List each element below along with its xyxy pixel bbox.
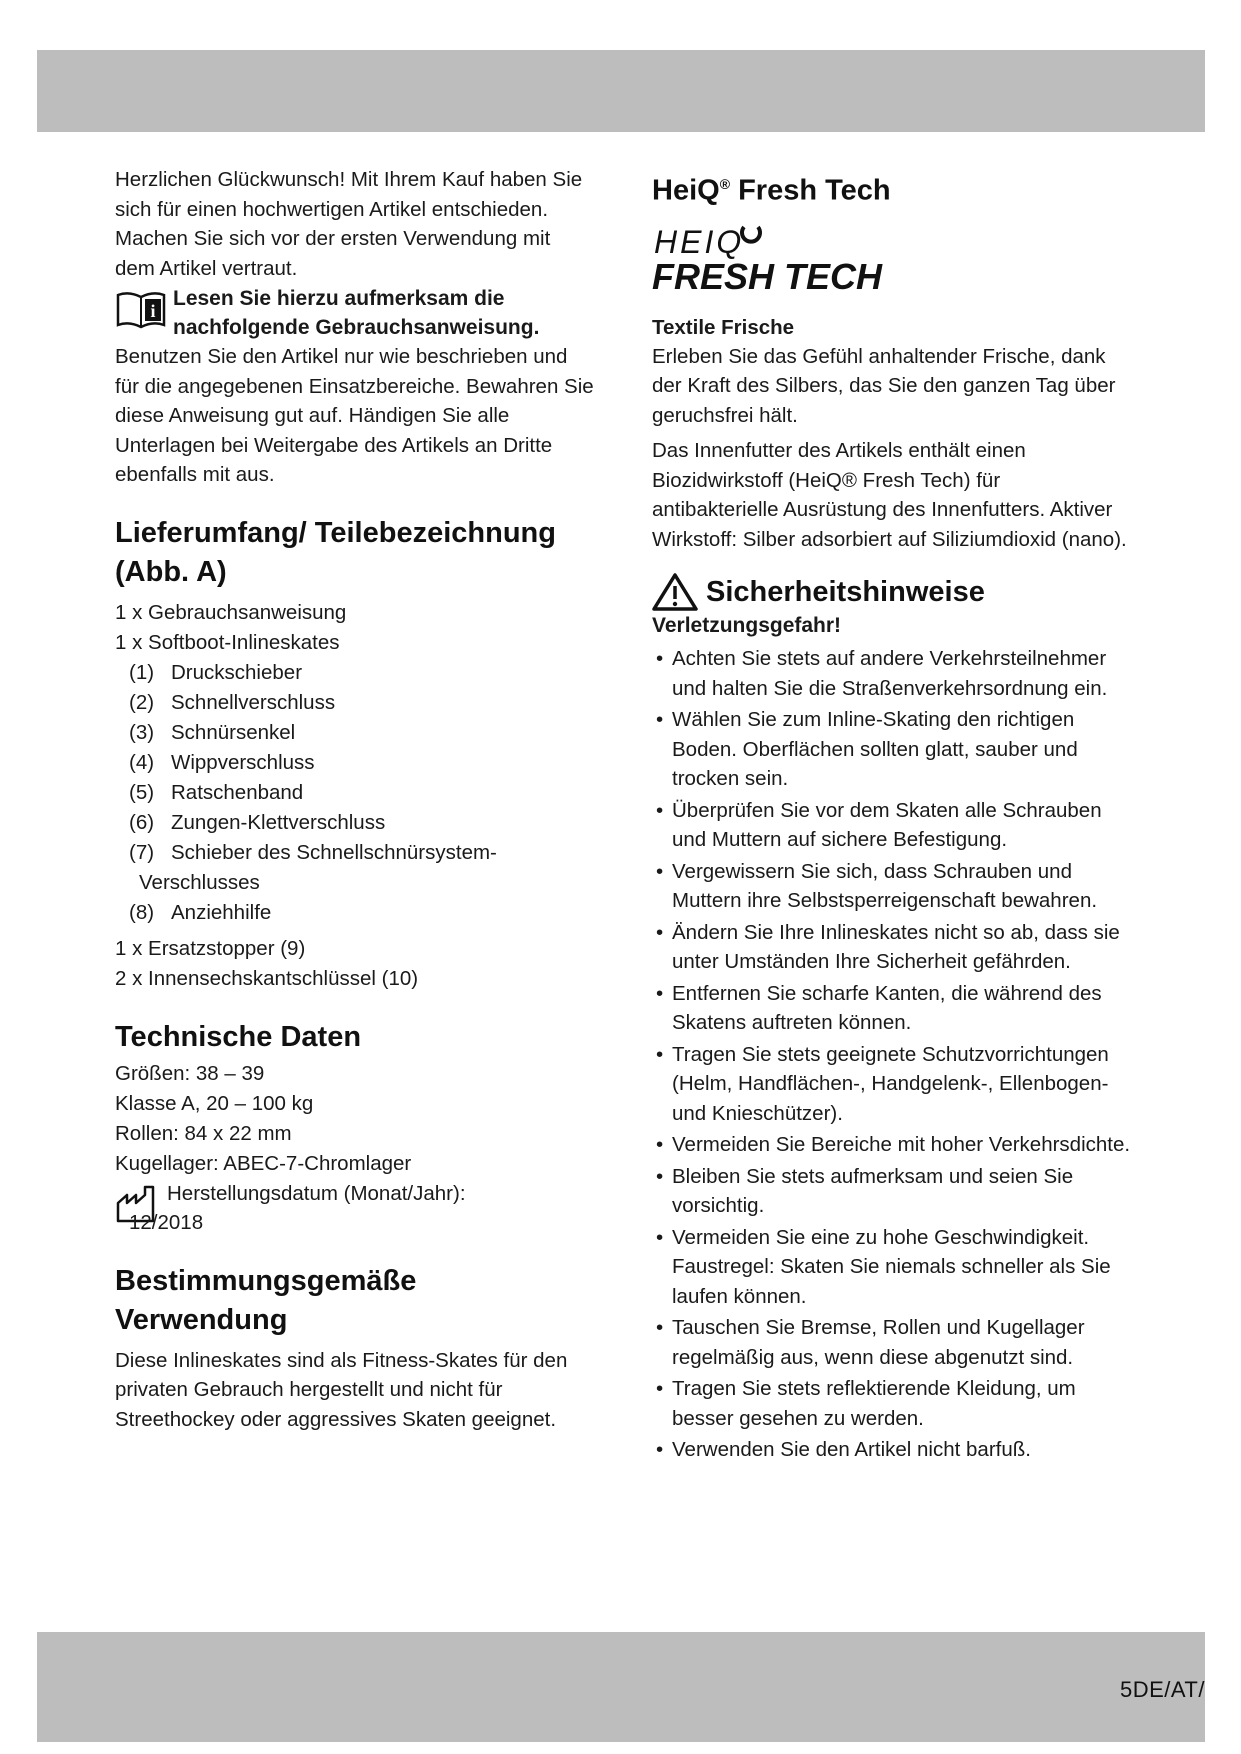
heiq-logo xyxy=(652,219,1132,300)
part-item: (4) Wippverschluss xyxy=(129,750,315,774)
safety-heading-row xyxy=(652,572,1132,612)
footer-band xyxy=(37,1632,1205,1742)
tech-line: Größen: 38 – 39 xyxy=(115,1061,265,1085)
intended-heading: Bestimmungsgemäße Verwendung xyxy=(115,1264,417,1336)
safety-item: • Bleiben Sie stets aufmerksam und seien Sie vorsichtig. xyxy=(652,1162,1132,1221)
safety-item: • Tragen Sie stets reflektierende Kleidung, um besser gesehen zu werden. xyxy=(652,1374,1132,1433)
manual-notice xyxy=(115,285,595,342)
scope-list-bottom xyxy=(115,934,595,994)
safety-item: • Ändern Sie Ihre Inlineskates nicht so ab, dass sie unter Umständen Ihre Sicherheit gefährden. xyxy=(652,918,1132,977)
part-item: (8) Anziehhilfe xyxy=(129,900,272,924)
tech-list xyxy=(115,1059,595,1179)
svg-text:i: i xyxy=(150,301,156,321)
scope-item: 1 x Ersatzstopper (9) xyxy=(115,936,306,960)
safety-item: • Vergewissern Sie sich, dass Schrauben und Muttern ihre Selbstsperreigenschaft bewahren. xyxy=(652,857,1132,916)
part-item: (3) Schnürsenkel xyxy=(129,720,296,744)
safety-item: • Überprüfen Sie vor dem Skaten alle Schrauben und Muttern auf sichere Befestigung. xyxy=(652,796,1132,855)
part-item: (2) Schnellverschluss xyxy=(129,690,336,714)
safety-item: • Vermeiden Sie Bereiche mit hoher Verkehrsdichte. xyxy=(652,1130,1132,1160)
safety-list xyxy=(652,644,1132,1465)
mfg-label: Herstellungsdatum (Monat/Jahr): xyxy=(167,1181,466,1205)
safety-item: • Wählen Sie zum Inline-Skating den richtigen Boden. Oberflächen sollten glatt, sauber und trocken sein. xyxy=(652,705,1132,794)
intro-text: Herzlichen Glückwunsch! Mit Ihrem Kauf haben Sie sich für einen hochwertigen Artikel entschieden. Machen Sie sich vor der ersten Verwendung mit dem Artikel vertraut. xyxy=(115,168,583,280)
heiq-text-1: Erleben Sie das Gefühl anhaltender Frische, dank der Kraft des Silbers, das Sie den ganzen Tag über geruchsfrei hält. xyxy=(652,344,1116,427)
heiq-text-2: Das Innenfutter des Artikels enthält einen Biozidwirkstoff (HeiQ® Fresh Tech) für antibakterielle Ausrüstung des Innenfutters. Aktiver Wirkstoff: Silber adsorbiert auf Siliziumdioxid (nano). xyxy=(652,439,1127,551)
heiq-heading: HeiQ® Fresh Tech xyxy=(652,174,891,207)
read-manual-icon xyxy=(115,289,173,336)
part-item: (7) Schieber des Schnellschnürsystem- Verschlusses xyxy=(129,840,497,894)
safety-item: • Entfernen Sie scharfe Kanten, die während des Skatens auftreten können. xyxy=(652,979,1132,1038)
parts-list xyxy=(115,658,595,928)
safety-item: • Tauschen Sie Bremse, Rollen und Kugellager regelmäßig aus, wenn diese abgenutzt sind. xyxy=(652,1313,1132,1372)
heiq-logo-line1: HEIQ xyxy=(654,223,745,260)
scope-item: 1 x Softboot-Inlineskates xyxy=(115,630,340,654)
intended-text: Diese Inlineskates sind als Fitness-Skates für den privaten Gebrauch hergestellt und nicht für Streethockey oder aggressives Skaten geeignet. xyxy=(115,1348,568,1431)
tech-heading: Technische Daten xyxy=(115,1020,362,1053)
warning-icon xyxy=(652,572,698,612)
part-item: (5) Ratschenband xyxy=(129,780,304,804)
tech-line: Kugellager: ABEC-7-Chromlager xyxy=(115,1151,412,1175)
part-item: (6) Zungen-Klettverschluss xyxy=(129,810,386,834)
tech-line: Klasse A, 20 – 100 kg xyxy=(115,1091,314,1115)
safety-item: • Achten Sie stets auf andere Verkehrsteilnehmer und halten Sie die Straßenverkehrsordnung ein. xyxy=(652,644,1132,703)
page-number: 5DE/AT/ xyxy=(1119,1677,1205,1702)
scope-item: 2 x Innensechskantschlüssel (10) xyxy=(115,966,419,990)
right-column xyxy=(652,165,1132,1467)
manufacture-date xyxy=(115,1179,595,1238)
safety-subheading: Verletzungsgefahr! xyxy=(652,614,842,638)
heiq-subheading: Textile Frische xyxy=(652,315,795,339)
header-band xyxy=(37,50,1205,132)
heiq-logo-line2: FRESH TECH xyxy=(652,255,883,295)
left-column xyxy=(115,165,595,1434)
safety-item: • Vermeiden Sie eine zu hohe Geschwindigkeit. Faustregel: Skaten Sie niemals schneller als Sie laufen können. xyxy=(652,1223,1132,1312)
mfg-date: 12/2018 xyxy=(129,1211,204,1234)
scope-heading: Lieferumfang/ Teilebezeichnung (Abb. A) xyxy=(115,516,556,588)
safety-item: • Tragen Sie stets geeignete Schutzvorrichtungen (Helm, Handflächen-, Handgelenk-, Ellenbogen- und Knieschützer). xyxy=(652,1040,1132,1129)
scope-item: 1 x Gebrauchsanweisung xyxy=(115,600,347,624)
notice-text: Lesen Sie hierzu aufmerksam die nachfolgende Gebrauchsanweisung. xyxy=(173,287,540,339)
scope-list-top xyxy=(115,598,595,658)
part-item: (1) Druckschieber xyxy=(129,660,303,684)
usage-text: Benutzen Sie den Artikel nur wie beschrieben und für die angegebenen Einsatzbereiche. Bewahren Sie diese Anweisung gut auf. Händigen Sie alle Unterlagen bei Weitergabe des Artikels an Dritte ebenfalls mit aus. xyxy=(115,345,594,486)
safety-item: • Verwenden Sie den Artikel nicht barfuß. xyxy=(652,1435,1132,1465)
safety-heading: Sicherheitshinweise xyxy=(706,575,985,608)
tech-line: Rollen: 84 x 22 mm xyxy=(115,1121,292,1145)
